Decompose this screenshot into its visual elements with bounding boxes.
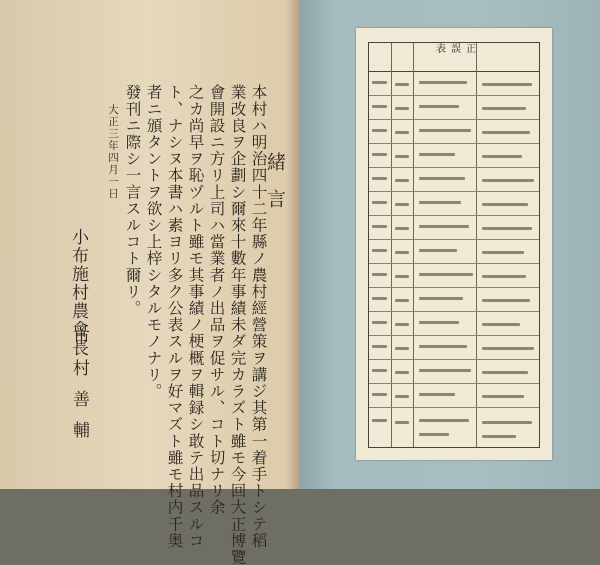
errata-entry-mark xyxy=(482,251,524,254)
row-divider xyxy=(369,311,539,312)
errata-entry-mark xyxy=(395,347,409,350)
errata-entry-mark xyxy=(372,177,387,180)
row-divider xyxy=(369,95,539,96)
errata-entry-mark xyxy=(372,129,387,132)
errata-entry-mark xyxy=(482,421,532,424)
errata-entry-mark xyxy=(395,179,409,182)
row-divider xyxy=(369,287,539,288)
errata-entry-mark xyxy=(482,107,526,110)
errata-entry-mark xyxy=(419,225,469,228)
errata-entry-mark xyxy=(482,299,530,302)
row-divider xyxy=(369,335,539,336)
errata-entry-mark xyxy=(395,131,409,134)
column-divider xyxy=(476,43,477,447)
errata-entry-mark xyxy=(482,227,532,230)
errata-entry-mark xyxy=(419,433,449,436)
errata-entry-mark xyxy=(419,249,457,252)
errata-entry-mark xyxy=(482,435,516,438)
errata-entry-mark xyxy=(419,153,455,156)
errata-entry-mark xyxy=(419,297,463,300)
errata-entry-mark xyxy=(419,273,473,276)
errata-entry-mark xyxy=(372,153,387,156)
row-divider xyxy=(369,143,539,144)
column-divider xyxy=(413,43,414,447)
errata-entry-mark xyxy=(372,345,387,348)
preface-body-line: 會開設ニ方リ上司ハ當業者ノ出品ヲ促サル、コト切ナリ余 xyxy=(207,84,226,516)
errata-slip xyxy=(356,28,552,460)
row-divider xyxy=(369,191,539,192)
errata-entry-mark xyxy=(482,131,530,134)
errata-entry-mark xyxy=(372,81,387,84)
errata-entry-mark xyxy=(372,419,387,422)
errata-entry-mark xyxy=(419,321,459,324)
row-divider xyxy=(369,167,539,168)
errata-entry-mark xyxy=(395,203,409,206)
errata-entry-mark xyxy=(395,299,409,302)
preface-body-line: 業改良ヲ企劃シ爾來十數年事績未ダ完カラズト雖モ今回大正博覽 xyxy=(228,84,247,565)
preface-body-line: 者ニ頒タントヲ欲シ上梓シタルモノナリ。 xyxy=(144,84,163,400)
preface-date: 大正三年四月一日 xyxy=(107,104,119,200)
errata-entry-mark xyxy=(482,371,528,374)
errata-title: 正誤表 xyxy=(433,43,475,58)
errata-entry-mark xyxy=(419,129,471,132)
errata-entry-mark xyxy=(482,323,520,326)
preface-body-line: ト、ナシヌ本書ハ素ヨリ多ク公表スルヲ好マズト雖モ村内千奥 xyxy=(165,84,184,549)
errata-entry-mark xyxy=(372,393,387,396)
errata-entry-mark xyxy=(395,371,409,374)
errata-entry-mark xyxy=(482,179,534,182)
row-divider xyxy=(369,359,539,360)
errata-entry-mark xyxy=(419,419,469,422)
errata-entry-mark xyxy=(395,251,409,254)
errata-header xyxy=(369,43,539,72)
row-divider xyxy=(369,239,539,240)
errata-entry-mark xyxy=(419,81,467,84)
row-divider xyxy=(369,263,539,264)
row-divider xyxy=(369,407,539,408)
errata-entry-mark xyxy=(395,395,409,398)
signature-organization: 小布施村農會長 xyxy=(68,228,88,358)
errata-entry-mark xyxy=(372,249,387,252)
errata-entry-mark xyxy=(419,393,455,396)
errata-entry-mark xyxy=(482,395,524,398)
errata-entry-mark xyxy=(419,345,467,348)
signature-name: 市村善輔 xyxy=(69,328,89,452)
errata-entry-mark xyxy=(482,203,528,206)
column-divider xyxy=(391,43,392,447)
preface-body-line: 本村ハ明治四十二年縣ノ農村經營策ヲ講ジ其第一着手トシテ稻 xyxy=(249,84,268,549)
errata-entry-mark xyxy=(419,369,471,372)
errata-entry-mark xyxy=(395,323,409,326)
preface-heading: 緒言 xyxy=(264,152,286,226)
errata-entry-mark xyxy=(395,83,409,86)
preface-body-line: 發刊ニ際シ一言スルコト爾リ。 xyxy=(123,84,142,317)
row-divider xyxy=(369,119,539,120)
errata-entry-mark xyxy=(372,321,387,324)
errata-entry-mark xyxy=(482,155,522,158)
errata-entry-mark xyxy=(372,273,387,276)
errata-entry-mark xyxy=(482,275,526,278)
errata-entry-mark xyxy=(395,155,409,158)
errata-entry-mark xyxy=(482,347,534,350)
errata-entry-mark xyxy=(395,107,409,110)
errata-entry-mark xyxy=(395,227,409,230)
errata-entry-mark xyxy=(419,177,465,180)
errata-entry-mark xyxy=(419,201,461,204)
errata-table xyxy=(368,42,540,448)
errata-entry-mark xyxy=(372,297,387,300)
row-divider xyxy=(369,215,539,216)
errata-entry-mark xyxy=(395,421,409,424)
errata-entry-mark xyxy=(372,201,387,204)
preface-body-line: 之カ尚早ヲ恥ヅルト雖モ其事績ノ梗概ヲ輯録シ敢テ出品スルコ xyxy=(186,84,205,549)
row-divider xyxy=(369,383,539,384)
errata-entry-mark xyxy=(482,83,532,86)
errata-entry-mark xyxy=(395,275,409,278)
errata-entry-mark xyxy=(372,105,387,108)
errata-entry-mark xyxy=(372,225,387,228)
errata-entry-mark xyxy=(372,369,387,372)
errata-entry-mark xyxy=(419,105,459,108)
